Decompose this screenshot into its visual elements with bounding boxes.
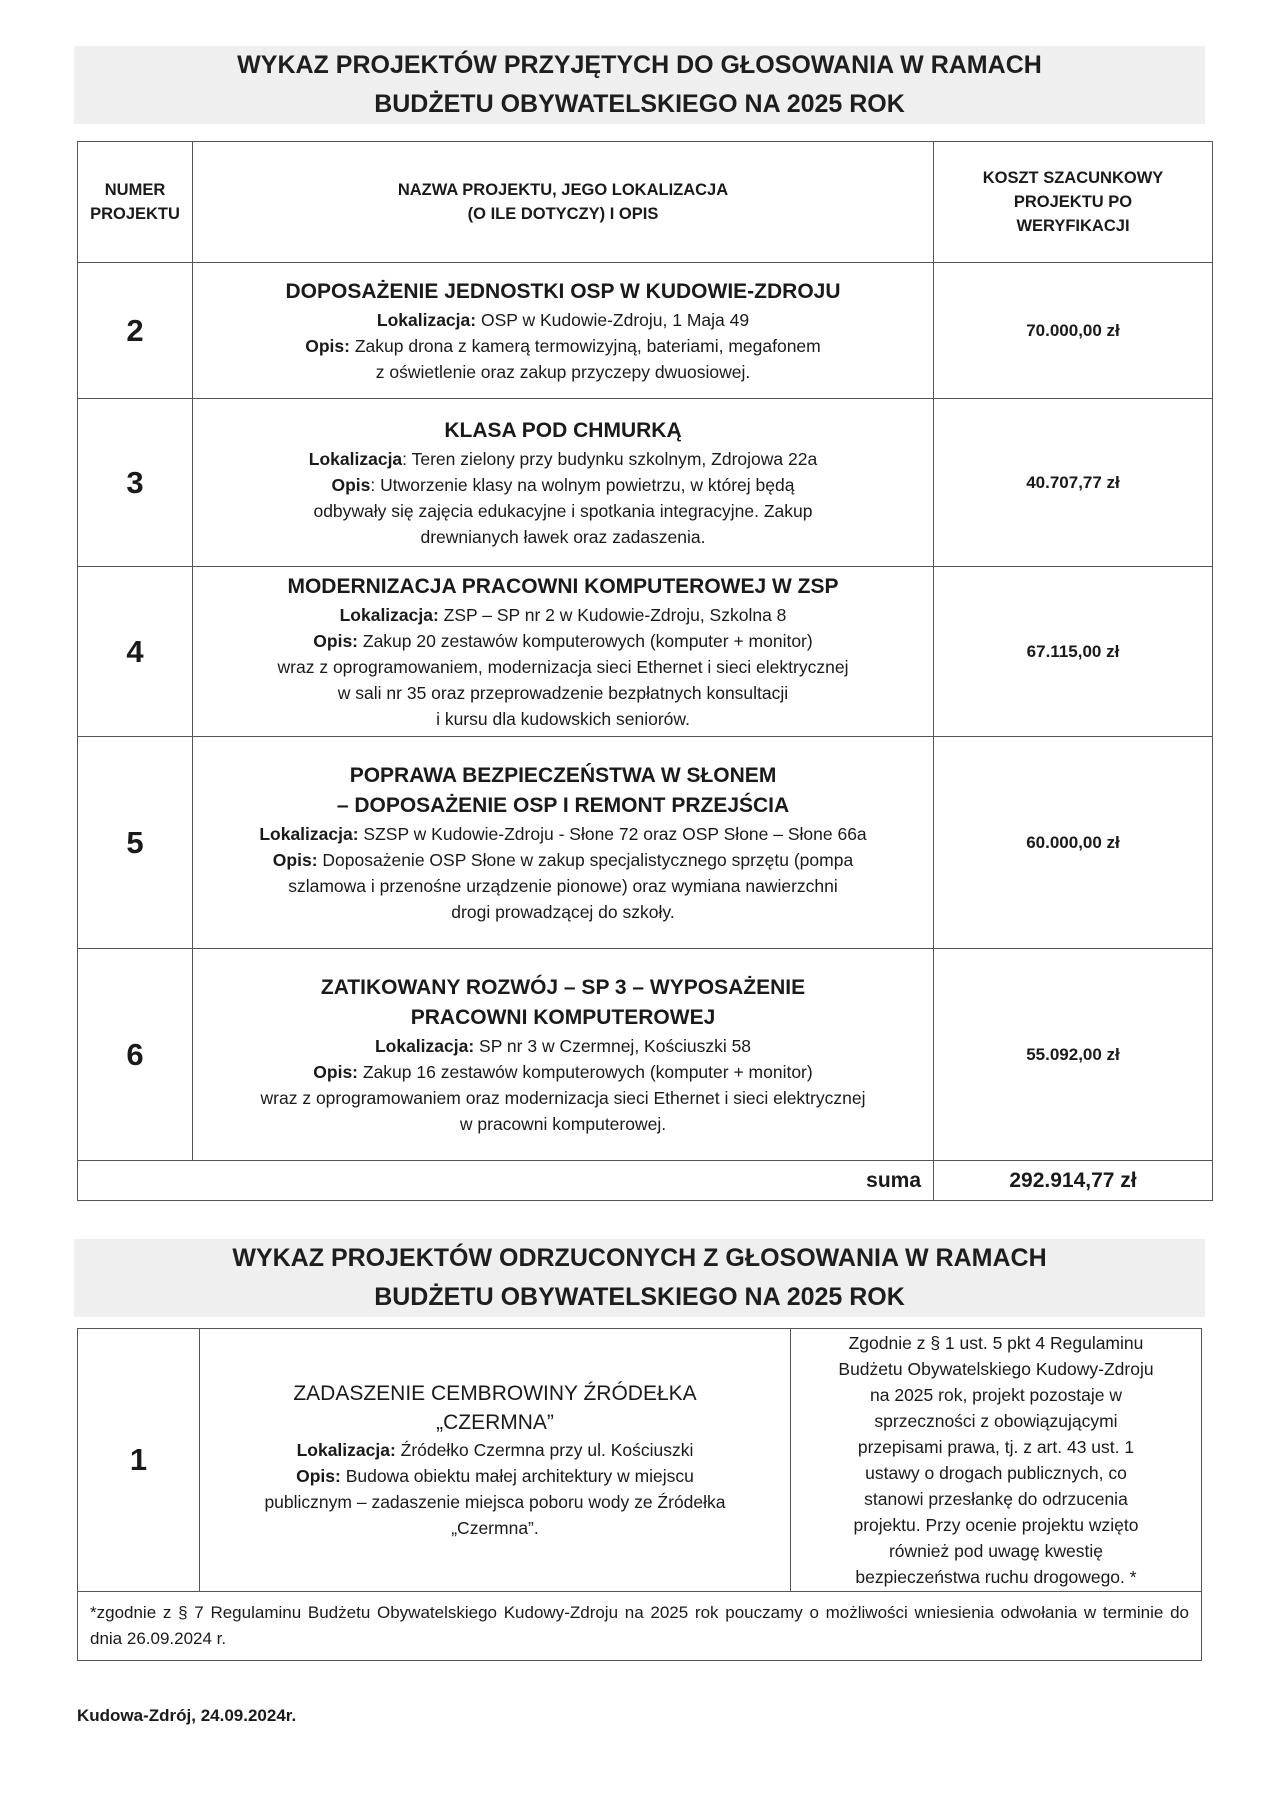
project-description	[193, 628, 933, 654]
project-content	[193, 737, 934, 949]
project-description-line: w pracowni komputerowej.	[459, 1113, 667, 1134]
rejected-project-content	[200, 1329, 791, 1592]
description-label: Opis:	[313, 630, 359, 651]
location-text: Źródełko Czermna przy ul. Kościuszki	[395, 1440, 694, 1460]
project-description	[193, 1059, 933, 1085]
footnote: *zgodnie z § 7 Regulaminu Budżetu Obywatelskiego Kudowy-Zdroju na 2025 rok pouczamy o możliwości wniesienia odwołania w terminie do dnia 26.09.2024 r.	[78, 1592, 1202, 1661]
project-content	[193, 263, 934, 399]
description-text: Doposażenie OSP Słone w zakup specjalistycznego sprzętu (pompa	[317, 849, 854, 870]
project-title: MODERNIZACJA PRACOWNI KOMPUTEROWEJ W ZSP	[287, 574, 839, 598]
table-row	[78, 263, 1213, 399]
rejected-project-location	[200, 1437, 790, 1463]
rejection-reason-line: również pod uwagę kwestię	[888, 1541, 1103, 1561]
description-label: Opis:	[272, 849, 318, 870]
project-description	[193, 472, 933, 498]
project-title: POPRAWA BEZPIECZEŃSTWA W SŁONEM	[349, 763, 777, 787]
header-name	[193, 142, 934, 263]
footnote-row	[78, 1592, 1202, 1661]
project-description-line: odbywały się zajęcia edukacyjne i spotkania integracyjne. Zakup	[313, 500, 813, 521]
table-row	[78, 567, 1213, 737]
project-content	[193, 949, 934, 1161]
description-text: Zakup 20 zestawów komputerowych (komputer + monitor)	[358, 630, 813, 651]
project-location	[193, 1033, 933, 1059]
project-title: KLASA POD CHMURKĄ	[444, 418, 682, 442]
place-date-signature: Kudowa-Zdrój, 24.09.2024r.	[77, 1706, 297, 1725]
accepted-projects-table	[77, 141, 1213, 1201]
header-number	[78, 142, 193, 263]
description-text: Zakup 16 zestawów komputerowych (komputer + monitor)	[358, 1061, 813, 1082]
sum-label: suma	[78, 1161, 934, 1201]
project-cost: 40.707,77 zł	[934, 399, 1213, 567]
project-content	[193, 399, 934, 567]
rejected-title-line1: WYKAZ PROJEKTÓW ODRZUCONYCH Z GŁOSOWANIA W RAMACH	[232, 1244, 1047, 1272]
header-number-line2: PROJEKTU	[90, 205, 180, 223]
header-name-line1: NAZWA PROJEKTU, JEGO LOKALIZACJA	[397, 181, 729, 199]
project-number: 5	[78, 737, 193, 949]
rejected-title-line2: BUDŻETU OBYWATELSKIEGO NA 2025 ROK	[374, 1283, 905, 1311]
rejection-reason-line: sprzeczności z obowiązującymi	[874, 1411, 1118, 1431]
description-label: Opis	[331, 474, 371, 495]
table-header-row	[78, 142, 1213, 263]
project-description-line: wraz z oprogramowaniem oraz modernizacja sieci Ethernet i sieci elektrycznej	[260, 1087, 866, 1108]
location-label: Lokalizacja:	[259, 823, 359, 844]
description-text: : Utworzenie klasy na wolnym powietrzu, w której będą	[370, 474, 795, 495]
project-number: 3	[78, 399, 193, 567]
rejected-title	[74, 1239, 1205, 1317]
location-label: Lokalizacja:	[296, 1440, 396, 1460]
header-cost-line3: WERYFIKACJI	[1016, 217, 1130, 235]
header-cost	[934, 142, 1213, 263]
project-description-line: wraz z oprogramowaniem, modernizacja sieci Ethernet i sieci elektrycznej	[277, 656, 849, 677]
table-row	[78, 399, 1213, 567]
project-description-line: i kursu dla kudowskich seniorów.	[436, 708, 690, 729]
rejection-reason-line: bezpieczeństwa ruchu drogowego. *	[855, 1567, 1137, 1587]
location-text: SP nr 3 w Czermnej, Kościuszki 58	[474, 1035, 752, 1056]
project-description-line: drewnianych ławek oraz zadaszenia.	[420, 526, 706, 547]
rejection-reason	[791, 1329, 1202, 1592]
project-location	[193, 602, 933, 628]
location-label: Lokalizacja	[308, 448, 403, 469]
project-number: 6	[78, 949, 193, 1161]
description-label: Opis:	[296, 1466, 341, 1486]
rejection-reason-line: przepisami prawa, tj. z art. 43 ust. 1	[857, 1437, 1135, 1457]
header-number-line1: NUMER	[104, 181, 166, 199]
rejection-reason-line: projektu. Przy ocenie projektu wzięto	[853, 1515, 1139, 1535]
location-text: OSP w Kudowie-Zdroju, 1 Maja 49	[476, 309, 750, 330]
rejection-reason-line: Zgodnie z § 1 ust. 5 pkt 4 Regulaminu	[848, 1333, 1144, 1353]
project-description	[193, 847, 933, 873]
rejected-project-title-line1: ZADASZENIE CEMBROWINY ŹRÓDEŁKA	[293, 1382, 697, 1405]
project-location	[193, 446, 933, 472]
location-text: ZSP – SP nr 2 w Kudowie-Zdroju, Szkolna 8	[438, 604, 787, 625]
accepted-title-line2: BUDŻETU OBYWATELSKIEGO NA 2025 ROK	[374, 90, 905, 118]
location-label: Lokalizacja:	[376, 309, 477, 330]
project-title: ZATIKOWANY ROZWÓJ – SP 3 – WYPOSAŻENIE	[320, 975, 806, 999]
project-number: 2	[78, 263, 193, 399]
description-text: Budowa obiektu małej architektury w miejscu	[340, 1466, 694, 1486]
rejected-project-title-line2: „CZERMNA”	[436, 1411, 554, 1434]
project-number: 4	[78, 567, 193, 737]
description-label: Opis:	[313, 1061, 359, 1082]
header-cost-line2: PROJEKTU PO	[1013, 193, 1133, 211]
header-name-line2: (O ILE DOTYCZY) I OPIS	[467, 205, 659, 223]
rejection-reason-line: ustawy o drogach publicznych, co	[865, 1463, 1127, 1483]
accepted-title-line1: WYKAZ PROJEKTÓW PRZYJĘTYCH DO GŁOSOWANIA W RAMACH	[237, 51, 1042, 79]
rejection-reason-line: na 2025 rok, projekt pozostaje w	[870, 1385, 1122, 1405]
rejected-project-description-line: „Czermna”.	[451, 1518, 539, 1538]
header-cost-line1: KOSZT SZACUNKOWY	[982, 169, 1164, 187]
project-description-line: z oświetlenie oraz zakup przyczepy dwuosiowej.	[375, 361, 751, 382]
description-text: Zakup drona z kamerą termowizyjną, bateriami, megafonem	[349, 335, 821, 356]
project-description-line: drogi prowadzącej do szkoły.	[451, 901, 675, 922]
accepted-title	[74, 46, 1205, 124]
table-row	[78, 737, 1213, 949]
project-description-line: w sali nr 35 oraz przeprowadzenie bezpłatnych konsultacji	[337, 682, 789, 703]
project-cost: 55.092,00 zł	[934, 949, 1213, 1161]
project-title: PRACOWNI KOMPUTEROWEJ	[410, 1005, 716, 1029]
rejection-reason-line: Budżetu Obywatelskiego Kudowy-Zdroju	[838, 1359, 1154, 1379]
project-cost: 70.000,00 zł	[934, 263, 1213, 399]
rejected-project-number: 1	[78, 1329, 200, 1592]
rejected-project-row	[78, 1329, 1202, 1592]
sum-value: 292.914,77 zł	[934, 1161, 1213, 1201]
project-title: – DOPOSAŻENIE OSP I REMONT PRZEJŚCIA	[336, 793, 790, 817]
rejected-project-description	[200, 1463, 790, 1489]
location-label: Lokalizacja:	[339, 604, 439, 625]
project-location	[193, 307, 933, 333]
rejected-project-description-line: publicznym – zadaszenie miejsca poboru wody ze Źródełka	[264, 1492, 726, 1512]
project-description-line: szlamowa i przenośne urządzenie pionowe) oraz wymiana nawierzchni	[288, 875, 838, 896]
description-label: Opis:	[305, 335, 350, 356]
project-location	[193, 821, 933, 847]
location-text: : Teren zielony przy budynku szkolnym, Zdrojowa 22a	[402, 448, 818, 469]
project-cost: 67.115,00 zł	[934, 567, 1213, 737]
project-content	[193, 567, 934, 737]
project-description	[193, 333, 933, 359]
location-text: SZSP w Kudowie-Zdroju - Słone 72 oraz OSP Słone – Słone 66a	[358, 823, 867, 844]
location-label: Lokalizacja:	[374, 1035, 475, 1056]
rejected-projects-table	[77, 1328, 1202, 1661]
table-row	[78, 949, 1213, 1161]
project-title: DOPOSAŻENIE JEDNOSTKI OSP W KUDOWIE-ZDROJU	[285, 279, 841, 303]
sum-row	[78, 1161, 1213, 1201]
rejection-reason-line: stanowi przesłankę do odrzucenia	[864, 1489, 1128, 1509]
project-cost: 60.000,00 zł	[934, 737, 1213, 949]
